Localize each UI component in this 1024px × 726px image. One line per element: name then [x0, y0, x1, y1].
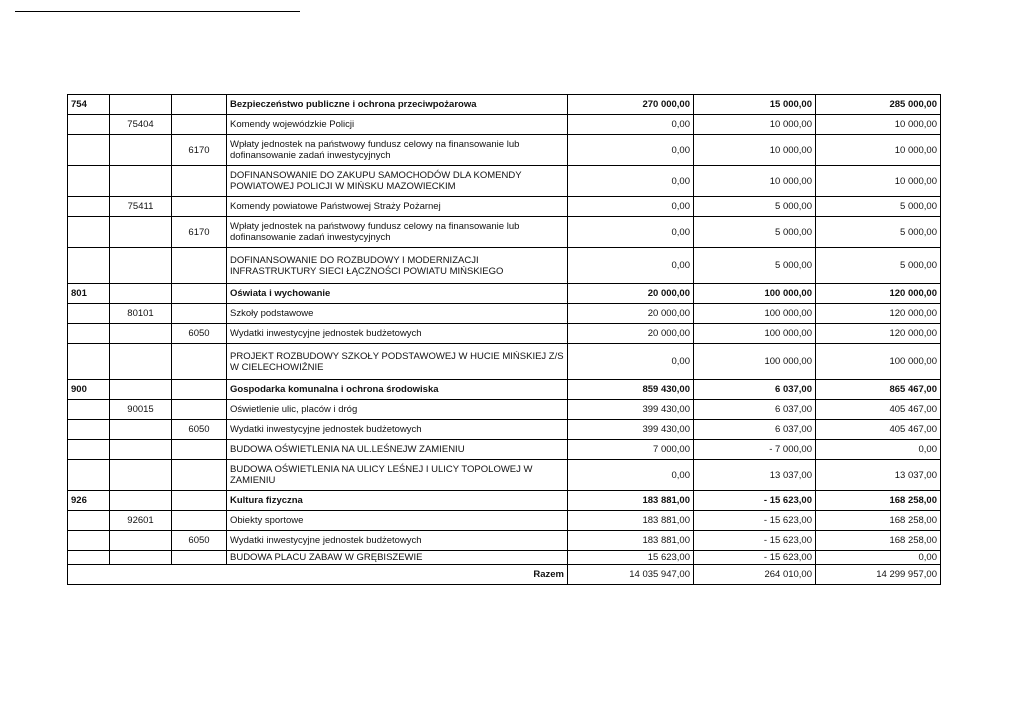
description-cell: Gospodarka komunalna i ochrona środowiska	[227, 380, 568, 400]
rozdzial-cell	[110, 284, 172, 304]
change-cell: 6 037,00	[694, 380, 816, 400]
budget-table	[67, 94, 941, 585]
table-row	[68, 531, 941, 551]
dzial-cell: 801	[68, 284, 110, 304]
rozdzial-cell	[110, 344, 172, 380]
paragraf-cell	[172, 166, 227, 197]
rozdzial-cell: 75411	[110, 197, 172, 217]
rozdzial-cell	[110, 95, 172, 115]
paragraf-cell	[172, 460, 227, 491]
paragraf-cell: 6170	[172, 217, 227, 248]
header-rule	[15, 11, 300, 12]
value-before-cell: 183 881,00	[568, 531, 694, 551]
total-value-before: 14 035 947,00	[568, 565, 694, 585]
value-after-cell: 120 000,00	[816, 324, 941, 344]
change-cell: 10 000,00	[694, 166, 816, 197]
description-cell: Wydatki inwestycyjne jednostek budżetowych	[227, 420, 568, 440]
dzial-cell	[68, 304, 110, 324]
table-row	[68, 217, 941, 248]
dzial-cell: 900	[68, 380, 110, 400]
change-cell: 5 000,00	[694, 248, 816, 284]
change-cell: - 15 623,00	[694, 511, 816, 531]
table-row	[68, 166, 941, 197]
change-cell: - 15 623,00	[694, 491, 816, 511]
dzial-cell	[68, 115, 110, 135]
description-cell: BUDOWA OŚWIETLENIA NA ULICY LEŚNEJ I ULICY TOPOLOWEJ W ZAMIENIU	[227, 460, 568, 491]
value-after-cell: 10 000,00	[816, 115, 941, 135]
change-cell: 5 000,00	[694, 217, 816, 248]
rozdzial-cell	[110, 217, 172, 248]
table-row	[68, 460, 941, 491]
value-before-cell: 0,00	[568, 135, 694, 166]
description-cell: Obiekty sportowe	[227, 511, 568, 531]
description-cell: BUDOWA PLACU ZABAW W GRĘBISZEWIE	[227, 551, 568, 565]
change-cell: - 15 623,00	[694, 531, 816, 551]
value-before-cell: 859 430,00	[568, 380, 694, 400]
paragraf-cell	[172, 511, 227, 531]
change-cell: 6 037,00	[694, 400, 816, 420]
value-before-cell: 270 000,00	[568, 95, 694, 115]
value-after-cell: 865 467,00	[816, 380, 941, 400]
dzial-cell: 754	[68, 95, 110, 115]
value-after-cell: 5 000,00	[816, 217, 941, 248]
paragraf-cell	[172, 304, 227, 324]
description-cell: Bezpieczeństwo publiczne i ochrona przeciwpożarowa	[227, 95, 568, 115]
table-row	[68, 115, 941, 135]
rozdzial-cell	[110, 248, 172, 284]
change-cell: 6 037,00	[694, 420, 816, 440]
value-before-cell: 20 000,00	[568, 284, 694, 304]
dzial-cell	[68, 511, 110, 531]
table-row	[68, 440, 941, 460]
table-row	[68, 304, 941, 324]
description-cell: Oświata i wychowanie	[227, 284, 568, 304]
value-before-cell: 0,00	[568, 248, 694, 284]
dzial-cell	[68, 217, 110, 248]
paragraf-cell	[172, 284, 227, 304]
table-row	[68, 324, 941, 344]
change-cell: 10 000,00	[694, 135, 816, 166]
dzial-cell: 926	[68, 491, 110, 511]
table-row	[68, 95, 941, 115]
rozdzial-cell	[110, 491, 172, 511]
change-cell: 15 000,00	[694, 95, 816, 115]
table-row	[68, 491, 941, 511]
table-row	[68, 511, 941, 531]
change-cell: 100 000,00	[694, 284, 816, 304]
table-row	[68, 420, 941, 440]
value-before-cell: 399 430,00	[568, 400, 694, 420]
rozdzial-cell	[110, 324, 172, 344]
value-before-cell: 183 881,00	[568, 491, 694, 511]
value-after-cell: 0,00	[816, 551, 941, 565]
rozdzial-cell	[110, 135, 172, 166]
value-after-cell: 13 037,00	[816, 460, 941, 491]
rozdzial-cell: 80101	[110, 304, 172, 324]
dzial-cell	[68, 166, 110, 197]
table-row	[68, 135, 941, 166]
rozdzial-cell: 92601	[110, 511, 172, 531]
value-after-cell: 10 000,00	[816, 135, 941, 166]
dzial-cell	[68, 248, 110, 284]
value-after-cell: 5 000,00	[816, 248, 941, 284]
table-row	[68, 400, 941, 420]
description-cell: DOFINANSOWANIE DO ROZBUDOWY I MODERNIZACJI INFRASTRUKTURY SIECI ŁĄCZNOŚCI POWIATU MIŃSKIEGO	[227, 248, 568, 284]
paragraf-cell: 6050	[172, 531, 227, 551]
change-cell: 100 000,00	[694, 304, 816, 324]
description-cell: DOFINANSOWANIE DO ZAKUPU SAMOCHODÓW DLA KOMENDY POWIATOWEJ POLICJI W MIŃSKU MAZOWIECKIM	[227, 166, 568, 197]
dzial-cell	[68, 420, 110, 440]
value-after-cell: 100 000,00	[816, 344, 941, 380]
rozdzial-cell	[110, 166, 172, 197]
change-cell: 100 000,00	[694, 324, 816, 344]
description-cell: Oświetlenie ulic, placów i dróg	[227, 400, 568, 420]
value-before-cell: 0,00	[568, 217, 694, 248]
value-before-cell: 15 623,00	[568, 551, 694, 565]
rozdzial-cell	[110, 531, 172, 551]
total-label: Razem	[68, 565, 568, 585]
rozdzial-cell	[110, 380, 172, 400]
description-cell: Komendy powiatowe Państwowej Straży Pożarnej	[227, 197, 568, 217]
dzial-cell	[68, 197, 110, 217]
total-value-after: 14 299 957,00	[816, 565, 941, 585]
value-after-cell: 168 258,00	[816, 491, 941, 511]
change-cell: 5 000,00	[694, 197, 816, 217]
value-after-cell: 0,00	[816, 440, 941, 460]
rozdzial-cell	[110, 420, 172, 440]
table-row	[68, 551, 941, 565]
value-after-cell: 168 258,00	[816, 531, 941, 551]
value-before-cell: 0,00	[568, 115, 694, 135]
value-after-cell: 5 000,00	[816, 197, 941, 217]
paragraf-cell	[172, 440, 227, 460]
dzial-cell	[68, 324, 110, 344]
paragraf-cell	[172, 400, 227, 420]
value-before-cell: 7 000,00	[568, 440, 694, 460]
description-cell: Wydatki inwestycyjne jednostek budżetowych	[227, 324, 568, 344]
dzial-cell	[68, 551, 110, 565]
total-row	[68, 565, 941, 585]
description-cell: BUDOWA OŚWIETLENIA NA UL.LEŚNEJW ZAMIENIU	[227, 440, 568, 460]
paragraf-cell	[172, 344, 227, 380]
description-cell: Wpłaty jednostek na państwowy fundusz celowy na finansowanie lub dofinansowanie zadań inwestycyjnych	[227, 217, 568, 248]
dzial-cell	[68, 531, 110, 551]
dzial-cell	[68, 344, 110, 380]
table-row	[68, 248, 941, 284]
description-cell: Kultura fizyczna	[227, 491, 568, 511]
change-cell: 10 000,00	[694, 115, 816, 135]
change-cell: - 15 623,00	[694, 551, 816, 565]
rozdzial-cell: 90015	[110, 400, 172, 420]
rozdzial-cell: 75404	[110, 115, 172, 135]
rozdzial-cell	[110, 440, 172, 460]
paragraf-cell	[172, 115, 227, 135]
rozdzial-cell	[110, 551, 172, 565]
dzial-cell	[68, 135, 110, 166]
value-before-cell: 0,00	[568, 344, 694, 380]
paragraf-cell	[172, 380, 227, 400]
value-after-cell: 10 000,00	[816, 166, 941, 197]
table-row	[68, 344, 941, 380]
dzial-cell	[68, 460, 110, 491]
change-cell: - 7 000,00	[694, 440, 816, 460]
paragraf-cell: 6050	[172, 420, 227, 440]
value-before-cell: 0,00	[568, 166, 694, 197]
value-after-cell: 168 258,00	[816, 511, 941, 531]
value-before-cell: 399 430,00	[568, 420, 694, 440]
table-row	[68, 380, 941, 400]
paragraf-cell: 6170	[172, 135, 227, 166]
value-before-cell: 183 881,00	[568, 511, 694, 531]
value-after-cell: 285 000,00	[816, 95, 941, 115]
rozdzial-cell	[110, 460, 172, 491]
value-before-cell: 20 000,00	[568, 304, 694, 324]
paragraf-cell	[172, 248, 227, 284]
description-cell: Szkoły podstawowe	[227, 304, 568, 324]
table-row	[68, 284, 941, 304]
value-after-cell: 405 467,00	[816, 420, 941, 440]
value-before-cell: 0,00	[568, 197, 694, 217]
paragraf-cell	[172, 197, 227, 217]
table-row	[68, 197, 941, 217]
change-cell: 100 000,00	[694, 344, 816, 380]
description-cell: Wpłaty jednostek na państwowy fundusz celowy na finansowanie lub dofinansowanie zadań inwestycyjnych	[227, 135, 568, 166]
change-cell: 13 037,00	[694, 460, 816, 491]
description-cell: PROJEKT ROZBUDOWY SZKOŁY PODSTAWOWEJ W HUCIE MIŃSKIEJ Z/S W CIELECHOWIŹNIE	[227, 344, 568, 380]
dzial-cell	[68, 440, 110, 460]
dzial-cell	[68, 400, 110, 420]
value-after-cell: 120 000,00	[816, 304, 941, 324]
paragraf-cell	[172, 95, 227, 115]
description-cell: Wydatki inwestycyjne jednostek budżetowych	[227, 531, 568, 551]
value-after-cell: 120 000,00	[816, 284, 941, 304]
paragraf-cell: 6050	[172, 324, 227, 344]
description-cell: Komendy wojewódzkie Policji	[227, 115, 568, 135]
value-before-cell: 20 000,00	[568, 324, 694, 344]
paragraf-cell	[172, 551, 227, 565]
paragraf-cell	[172, 491, 227, 511]
total-change: 264 010,00	[694, 565, 816, 585]
value-before-cell: 0,00	[568, 460, 694, 491]
value-after-cell: 405 467,00	[816, 400, 941, 420]
